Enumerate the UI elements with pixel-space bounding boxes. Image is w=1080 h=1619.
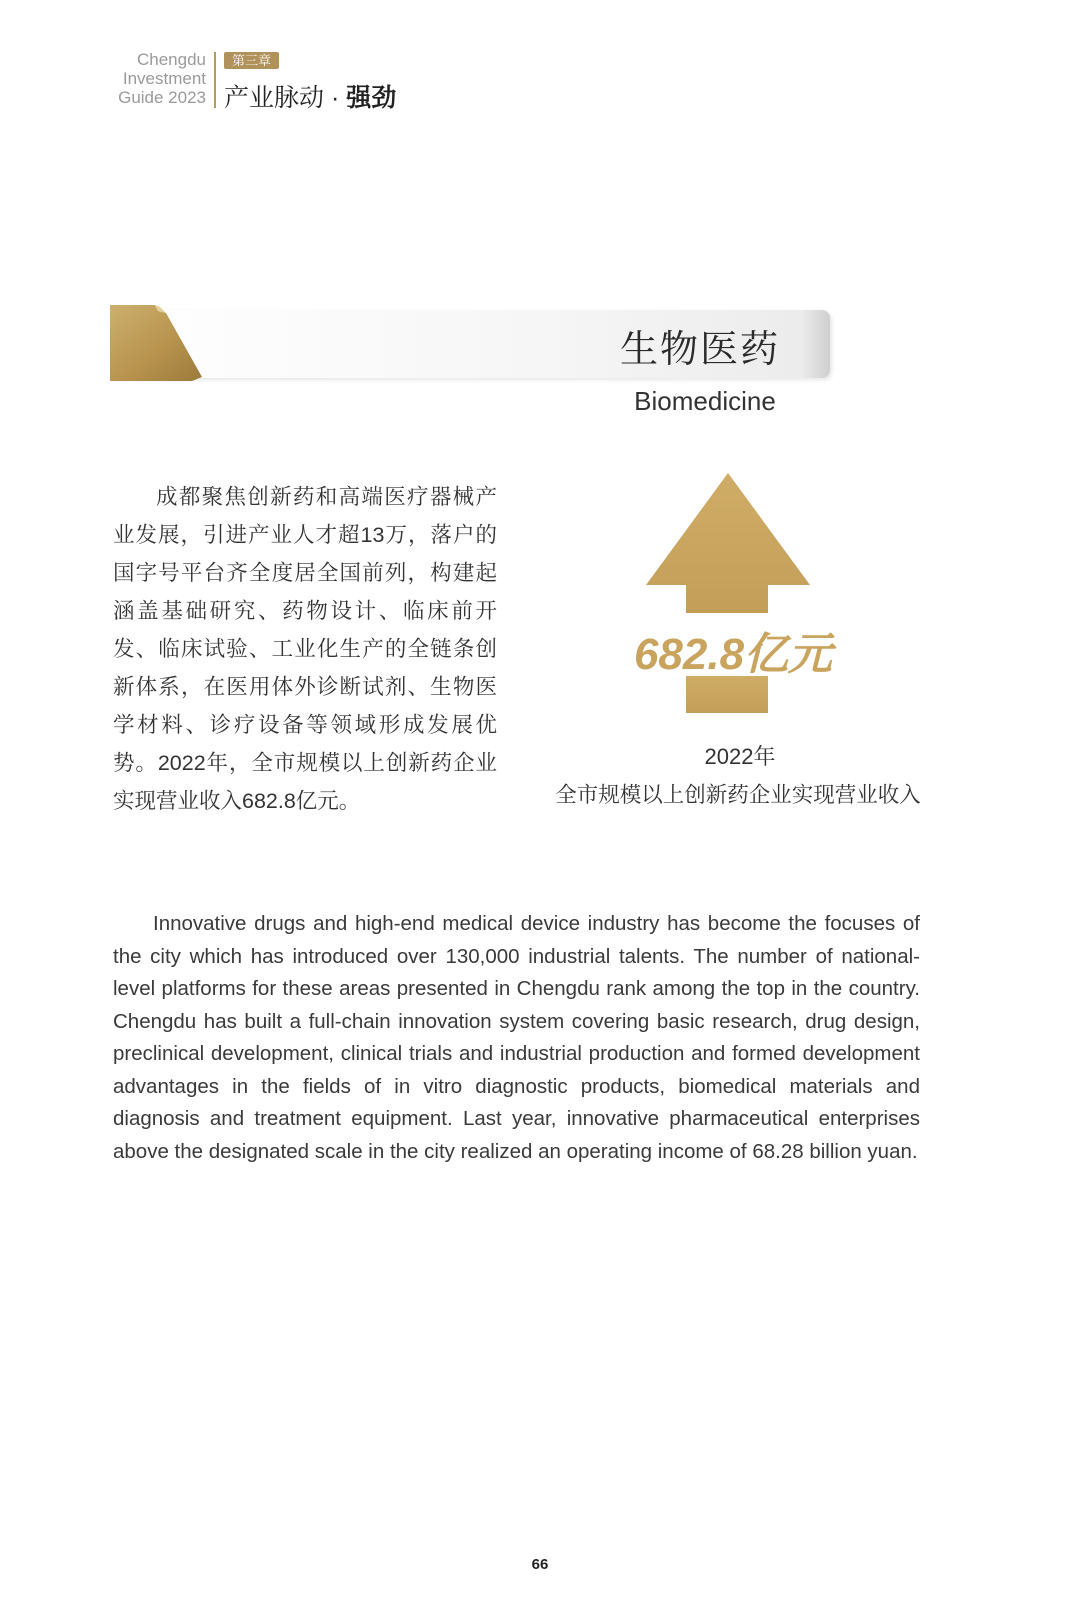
chapter-title-bold: 强劲 [346,84,397,112]
chinese-paragraph: 成都聚焦创新药和高端医疗器械产业发展，引进产业人才超13万，落户的国字号平台齐全度居全国前列，构建起涵盖基础研究、药物设计、临床前开发、临床试验、工业化生产的全链条创新体系，在医用体外诊断试剂、生物医学材料、诊疗设备等领域形成发展优势。2022年，全市规模以上创新药企业实现营业收入682.8亿元。 [113,485,497,813]
header-divider [214,52,216,108]
chapter-title-separator: · [324,84,347,112]
guide-line-2: Investment [122,69,206,88]
section-title-cn: 生物医药 [619,329,780,371]
figure-caption: 全市规模以上创新药企业实现营业收入 [555,783,921,807]
guide-line-3: Guide 2023 [118,88,206,107]
revenue-value: 682.8亿元 [633,630,833,679]
chapter-title-plain: 产业脉动 [224,84,325,112]
chapter-badge: 第三章 [224,52,279,69]
guide-line-1: Chengdu [136,50,206,69]
gold-corner-ornament [110,305,210,387]
figure-year: 2022年 [704,744,776,769]
section-title-en: Biomedicine [634,386,776,416]
chapter-title [224,78,396,114]
page-number: 66 [531,1556,549,1573]
english-paragraph: Innovative drugs and high-end medical device industry has become the focuses of the city which has introduced over 130,000 industrial talents. The number of national-level platforms for these areas presented in Chengdu rank among the top in the country. Chengdu has built a full-chain innovation system covering basic research, drug design, preclinical development, clinical trials and industrial production and formed development advantages in the fields of in vitro diagnostic products, biomedical materials and diagnosis and treatment equipment. Last year, innovative pharmaceutical enterprises above the designated scale in the city realized an operating income of 68.28 billion yuan. [113,912,920,1163]
guide-title [100,50,206,107]
